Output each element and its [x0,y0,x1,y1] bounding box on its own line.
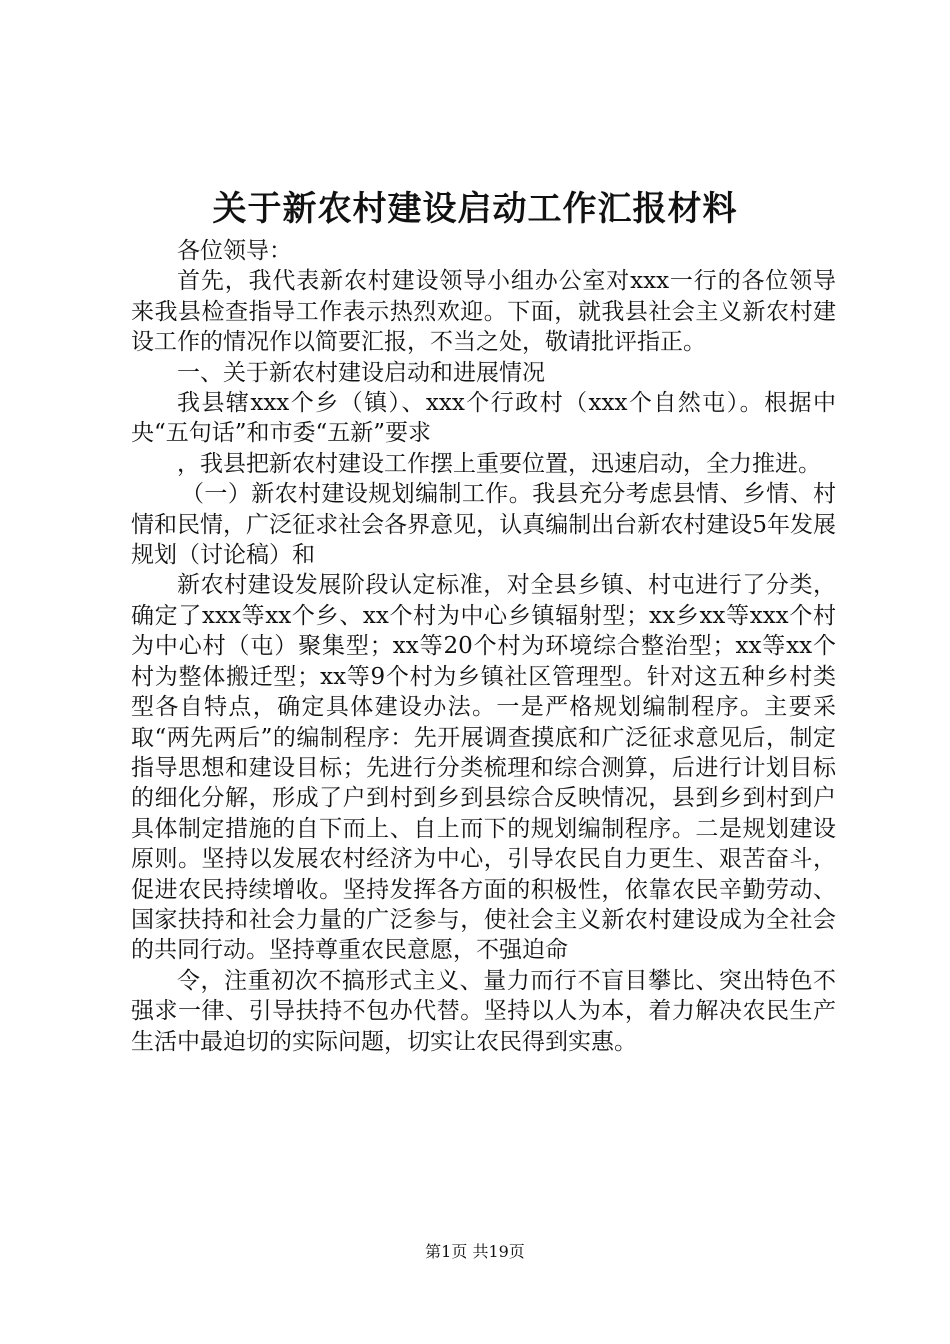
paragraph-continuation: ，我县把新农村建设工作摆上重要位置，迅速启动，全力推进。 [177,450,821,477]
paragraph-county-overview: 我县辖xxx个乡（镇）、xxx个行政村（xxx个自然屯）。根据中央“五句话”和市委“五新”要求 [131,390,836,447]
paragraph-planning: （一）新农村建设规划编制工作。我县充分考虑县情、乡情、村情和民情，广泛征求社会各界意见，认真编制出台新农村建设5年发展规划（讨论稿）和 [131,481,836,569]
document-title: 关于新农村建设启动工作汇报材料 [212,189,738,229]
paragraph-classification: 新农村建设发展阶段认定标准，对全县乡镇、村屯进行了分类，确定了xxx等xx个乡、xx个村为中心乡镇辐射型；xx乡xx等xxx个村为中心村（屯）聚集型；xx等20个村为环境综合整治型；xx等xx个村为整体搬迁型；xx等9个村为乡镇社区管理型。针对这五种乡村类型各自特点，确定具体建设办法。一是严格规划编制程序。主要采取“两先两后”的编制程序：先开展调查摸底和广泛征求意见后，制定指导思想和建设目标；先进行分类梳理和综合测算，后进行计划目标的细化分解，形成了户到村到乡到县综合反映情况，县到乡到村到户具体制定措施的自下而上、自上而下的规划编制程序。二是规划建设原则。坚持以发展农村经济为中心，引导农民自力更生、艰苦奋斗，促进农民持续增收。坚持发挥各方面的积极性，依靠农民辛勤劳动、国家扶持和社会力量的广泛参与，使社会主义新农村建设成为全社会的共同行动。坚持尊重农民意愿，不强迫命 [131,572,836,964]
salutation: 各位领导： [177,238,292,264]
paragraph-principles: 令，注重初次不搞形式主义、量力而行不盲目攀比、突出特色不强求一律、引导扶持不包办代替。坚持以人为本，着力解决农民生产生活中最迫切的实际问题，切实让农民得到实惠。 [131,967,836,1055]
document-body [131,236,836,1057]
section-heading-1: 一、关于新农村建设启动和进展情况 [177,359,545,386]
paragraph-intro: 首先，我代表新农村建设领导小组办公室对xxx一行的各位领导来我县检查指导工作表示热烈欢迎。下面，就我县社会主义新农村建设工作的情况作以简要汇报，不当之处，敬请批评指正。 [131,268,836,356]
page-footer: 第1页 共19页 [425,1242,525,1261]
